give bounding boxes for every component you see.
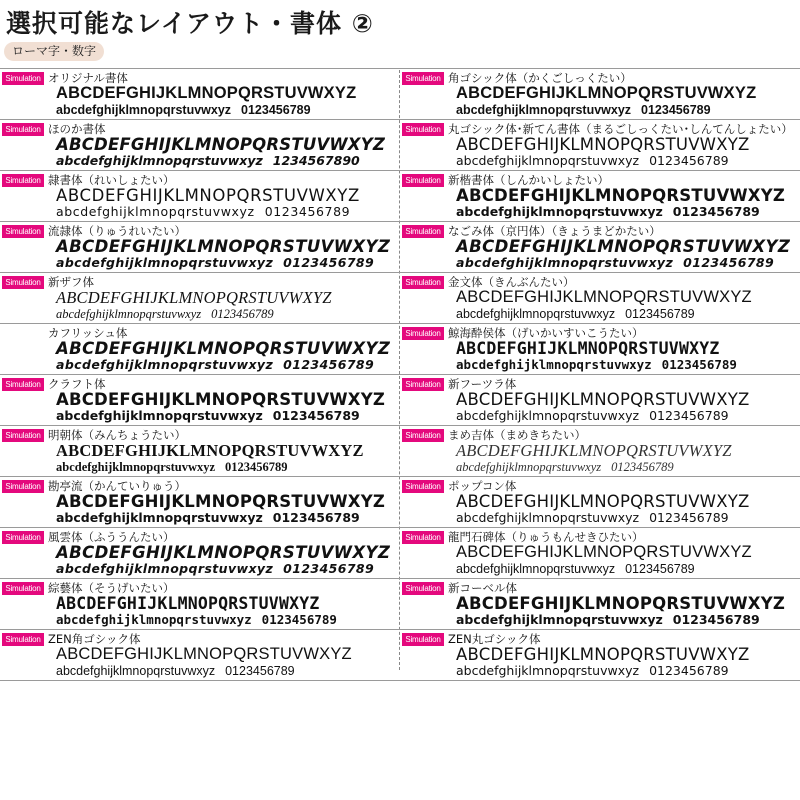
row-separator xyxy=(0,629,800,630)
font-name: ZEN角ゴシック体 xyxy=(48,632,141,646)
font-name: 隷書体（れいしょたい） xyxy=(48,173,175,187)
simulation-badge: Simulation xyxy=(402,72,444,85)
lowercase-sample xyxy=(56,612,337,628)
row-separator xyxy=(0,68,800,69)
simulation-badge: Simulation xyxy=(402,531,444,544)
lowercase-sample xyxy=(456,357,737,373)
lowercase-letters: abcdefghijklmnopqrstuvwxyz xyxy=(456,510,640,525)
font-name: 風雲体（ふううんたい） xyxy=(48,530,175,544)
lowercase-letters: abcdefghijklmnopqrstuvwxyz xyxy=(56,307,202,321)
font-sample-left-4 xyxy=(2,223,398,273)
simulation-badge: Simulation xyxy=(2,225,44,238)
row-separator xyxy=(0,476,800,477)
font-sample-left-1 xyxy=(2,70,398,120)
uppercase-sample: ABCDEFGHIJKLMNOPQRSTUVWXYZ xyxy=(56,441,364,460)
lowercase-letters: abcdefghijklmnopqrstuvwxyz xyxy=(56,408,263,423)
uppercase-sample: ABCDEFGHIJKLMNOPQRSTUVWXYZ xyxy=(56,84,357,102)
font-sample-right-7 xyxy=(402,376,798,426)
digits-sample: 0123456789 xyxy=(283,561,375,576)
uppercase-sample: ABCDEFGHIJKLMNOPQRSTUVWXYZ xyxy=(56,237,391,256)
digits-sample: 0123456789 xyxy=(272,510,360,525)
lowercase-sample xyxy=(56,153,360,169)
font-name: 龍門石碑体（りゅうもんせきひたい） xyxy=(448,530,644,544)
row-separator xyxy=(0,221,800,222)
font-sample-right-10 xyxy=(402,529,798,579)
lowercase-letters: abcdefghijklmnopqrstuvwxyz xyxy=(56,664,216,678)
uppercase-sample: ABCDEFGHIJKLMNOPQRSTUVWXYZ xyxy=(56,135,386,154)
lowercase-sample xyxy=(56,102,311,118)
row-separator xyxy=(0,374,800,375)
font-sample-left-3 xyxy=(2,172,398,222)
digits-sample: 0123456789 xyxy=(649,663,729,678)
font-sample-left-2 xyxy=(2,121,398,171)
lowercase-sample xyxy=(56,561,374,577)
font-sample-left-6 xyxy=(2,325,398,375)
simulation-badge: Simulation xyxy=(402,174,444,187)
digits-sample: 0123456789 xyxy=(283,357,375,372)
uppercase-sample: ABCDEFGHIJKLMNOPQRSTUVWXYZ xyxy=(56,543,391,562)
uppercase-sample: ABCDEFGHIJKLMNOPQRSTUVWXYZ xyxy=(56,390,386,409)
simulation-badge: Simulation xyxy=(2,378,44,391)
uppercase-sample: ABCDEFGHIJKLMNOPQRSTUVWXYZ xyxy=(456,492,750,511)
digits-sample: 0123456789 xyxy=(211,307,274,321)
lowercase-letters: abcdefghijklmnopqrstuvwxyz xyxy=(56,612,252,627)
digits-sample: 0123456789 xyxy=(283,255,375,270)
simulation-badge: Simulation xyxy=(402,378,444,391)
simulation-badge: Simulation xyxy=(2,123,44,136)
font-sample-right-6 xyxy=(402,325,798,375)
font-name: ほのか書体 xyxy=(48,122,106,136)
lowercase-letters: abcdefghijklmnopqrstuvwxyz xyxy=(456,460,602,474)
uppercase-sample: ABCDEFGHIJKLMNOPQRSTUVWXYZ xyxy=(456,288,752,306)
font-name: ZEN丸ゴシック体 xyxy=(448,632,541,646)
simulation-badge: Simulation xyxy=(2,531,44,544)
digits-sample: 0123456789 xyxy=(649,408,729,423)
lowercase-sample xyxy=(456,663,729,679)
font-name: 流隷体（りゅうれいたい） xyxy=(48,224,186,238)
lowercase-sample xyxy=(56,306,274,322)
simulation-badge: Simulation xyxy=(2,72,44,85)
lowercase-sample xyxy=(56,255,374,271)
font-sample-left-5 xyxy=(2,274,398,324)
row-separator xyxy=(0,425,800,426)
simulation-badge: Simulation xyxy=(2,633,44,646)
font-name: 明朝体（みんちょうたい） xyxy=(48,428,186,442)
lowercase-sample xyxy=(456,408,729,424)
page-title: 選択可能なレイアウト・書体 ② xyxy=(6,9,374,38)
column-divider xyxy=(399,70,400,670)
uppercase-sample: ABCDEFGHIJKLMNOPQRSTUVWXYZ xyxy=(456,84,757,102)
lowercase-sample xyxy=(56,357,374,373)
row-separator xyxy=(0,119,800,120)
lowercase-sample xyxy=(56,204,350,220)
uppercase-sample: ABCDEFGHIJKLMNOPQRSTUVWXYZ xyxy=(456,594,786,613)
font-sample-right-2 xyxy=(402,121,798,171)
lowercase-letters: abcdefghijklmnopqrstuvwxyz xyxy=(56,460,216,474)
uppercase-sample: ABCDEFGHIJKLMNOPQRSTUVWXYZ xyxy=(56,645,352,663)
simulation-badge: Simulation xyxy=(2,480,44,493)
font-name: クラフト体 xyxy=(48,377,106,391)
lowercase-letters: abcdefghijklmnopqrstuvwxyz xyxy=(456,663,640,678)
font-sample-right-3 xyxy=(402,172,798,222)
lowercase-letters: abcdefghijklmnopqrstuvwxyz xyxy=(456,255,674,270)
lowercase-sample xyxy=(456,459,674,475)
row-separator xyxy=(0,527,800,528)
row-separator xyxy=(0,170,800,171)
lowercase-sample xyxy=(456,306,695,322)
digits-sample: 0123456789 xyxy=(264,204,351,219)
simulation-badge: Simulation xyxy=(402,582,444,595)
digits-sample: 0123456789 xyxy=(225,664,295,678)
lowercase-letters: abcdefghijklmnopqrstuvwxyz xyxy=(456,357,652,372)
font-sample-right-11 xyxy=(402,580,798,630)
font-name: ポップコン体 xyxy=(448,479,517,493)
lowercase-letters: abcdefghijklmnopqrstuvwxyz xyxy=(456,307,616,321)
lowercase-sample xyxy=(456,510,729,526)
uppercase-sample: ABCDEFGHIJKLMNOPQRSTUVWXYZ xyxy=(456,543,752,561)
lowercase-letters: abcdefghijklmnopqrstuvwxyz xyxy=(456,612,663,627)
font-sample-left-11 xyxy=(2,580,398,630)
lowercase-sample xyxy=(56,663,295,679)
digits-sample: 0123456789 xyxy=(672,204,760,219)
lowercase-sample xyxy=(456,204,760,220)
digits-sample: 0123456789 xyxy=(272,408,360,423)
font-sample-left-10 xyxy=(2,529,398,579)
font-sample-right-1 xyxy=(402,70,798,120)
simulation-badge: Simulation xyxy=(402,225,444,238)
uppercase-sample: ABCDEFGHIJKLMNOPQRSTUVWXYZ xyxy=(456,339,720,358)
simulation-badge: Simulation xyxy=(402,123,444,136)
lowercase-letters: abcdefghijklmnopqrstuvwxyz xyxy=(456,103,632,117)
digits-sample: 0123456789 xyxy=(625,562,695,576)
digits-sample: 1234567890 xyxy=(272,153,360,168)
lowercase-sample xyxy=(56,510,360,526)
digits-sample: 0123456789 xyxy=(625,307,695,321)
lowercase-letters: abcdefghijklmnopqrstuvwxyz xyxy=(456,408,640,423)
lowercase-sample xyxy=(456,612,760,628)
font-name: 金文体（きんぶんたい） xyxy=(448,275,575,289)
uppercase-sample: ABCDEFGHIJKLMNOPQRSTUVWXYZ xyxy=(456,186,786,205)
lowercase-letters: abcdefghijklmnopqrstuvwxyz xyxy=(56,510,263,525)
uppercase-sample: ABCDEFGHIJKLMNOPQRSTUVWXYZ xyxy=(456,441,732,460)
simulation-badge: Simulation xyxy=(2,429,44,442)
lowercase-letters: abcdefghijklmnopqrstuvwxyz xyxy=(56,561,274,576)
lowercase-letters: abcdefghijklmnopqrstuvwxyz xyxy=(456,562,616,576)
simulation-badge: Simulation xyxy=(402,480,444,493)
uppercase-sample: ABCDEFGHIJKLMNOPQRSTUVWXYZ xyxy=(56,339,391,358)
font-sample-right-9 xyxy=(402,478,798,528)
simulation-badge: Simulation xyxy=(2,174,44,187)
lowercase-letters: abcdefghijklmnopqrstuvwxyz xyxy=(56,103,232,117)
lowercase-letters: abcdefghijklmnopqrstuvwxyz xyxy=(56,204,255,219)
font-sample-left-12 xyxy=(2,631,398,681)
row-separator xyxy=(0,680,800,681)
simulation-badge: Simulation xyxy=(402,327,444,340)
lowercase-letters: abcdefghijklmnopqrstuvwxyz xyxy=(56,357,274,372)
lowercase-sample xyxy=(56,459,288,475)
lowercase-letters: abcdefghijklmnopqrstuvwxyz xyxy=(56,153,263,168)
font-name: 新ザフ体 xyxy=(48,275,94,289)
font-sample-left-8 xyxy=(2,427,398,477)
font-name: 丸ゴシック体･新てん書体（まるごしっくたい･しんてんしょたい） xyxy=(448,122,793,136)
simulation-badge: Simulation xyxy=(402,429,444,442)
digits-sample: 0123456789 xyxy=(649,153,729,168)
lowercase-sample xyxy=(456,102,711,118)
simulation-badge: Simulation xyxy=(402,276,444,289)
lowercase-sample xyxy=(456,561,695,577)
font-sample-left-7 xyxy=(2,376,398,426)
digits-sample: 0123456789 xyxy=(225,460,288,474)
uppercase-sample: ABCDEFGHIJKLMNOPQRSTUVWXYZ xyxy=(456,645,750,664)
digits-sample: 0123456789 xyxy=(661,357,737,372)
uppercase-sample: ABCDEFGHIJKLMNOPQRSTUVWXYZ xyxy=(56,288,332,307)
font-name: 勘亭流（かんていりゅう） xyxy=(48,479,186,493)
digits-sample: 0123456789 xyxy=(683,255,775,270)
font-sample-right-12 xyxy=(402,631,798,681)
font-name: 鯨海酔侯体（げいかいすいこうたい） xyxy=(448,326,644,340)
digits-sample: 0123456789 xyxy=(649,510,729,525)
simulation-badge: Simulation xyxy=(2,276,44,289)
digits-sample: 0123456789 xyxy=(672,612,760,627)
uppercase-sample: ABCDEFGHIJKLMNOPQRSTUVWXYZ xyxy=(456,237,791,256)
font-name: オリジナル書体 xyxy=(48,71,128,85)
uppercase-sample: ABCDEFGHIJKLMNOPQRSTUVWXYZ xyxy=(56,492,386,511)
digits-sample: 0123456789 xyxy=(641,103,711,117)
lowercase-sample xyxy=(456,255,774,271)
font-name: 新楷書体（しんかいしょたい） xyxy=(448,173,609,187)
simulation-badge: Simulation xyxy=(402,633,444,646)
font-name: カフリッシュ体 xyxy=(48,326,128,340)
font-name: なごみ体（京円体）（きょうまどかたい） xyxy=(448,224,661,238)
font-sample-left-9 xyxy=(2,478,398,528)
digits-sample: 0123456789 xyxy=(241,103,311,117)
uppercase-sample: ABCDEFGHIJKLMNOPQRSTUVWXYZ xyxy=(56,186,360,205)
lowercase-letters: abcdefghijklmnopqrstuvwxyz xyxy=(56,255,274,270)
font-sample-right-4 xyxy=(402,223,798,273)
font-name: 角ゴシック体（かくごしっくたい） xyxy=(448,71,632,85)
font-name: まめ吉体（まめきちたい） xyxy=(448,428,586,442)
uppercase-sample: ABCDEFGHIJKLMNOPQRSTUVWXYZ xyxy=(56,594,320,613)
lowercase-sample xyxy=(56,408,360,424)
digits-sample: 0123456789 xyxy=(261,612,337,627)
uppercase-sample: ABCDEFGHIJKLMNOPQRSTUVWXYZ xyxy=(456,390,750,409)
lowercase-sample xyxy=(456,153,729,169)
uppercase-sample: ABCDEFGHIJKLMNOPQRSTUVWXYZ xyxy=(456,135,750,154)
row-separator xyxy=(0,323,800,324)
section-pill: ローマ字・数字 xyxy=(4,42,104,61)
row-separator xyxy=(0,272,800,273)
digits-sample: 0123456789 xyxy=(611,460,674,474)
font-name: 新フーツラ体 xyxy=(448,377,517,391)
font-sample-right-8 xyxy=(402,427,798,477)
font-name: 綜藝体（そうげいたい） xyxy=(48,581,175,595)
simulation-badge: Simulation xyxy=(2,582,44,595)
font-name: 新コーベル体 xyxy=(448,581,517,595)
row-separator xyxy=(0,578,800,579)
lowercase-letters: abcdefghijklmnopqrstuvwxyz xyxy=(456,153,640,168)
lowercase-letters: abcdefghijklmnopqrstuvwxyz xyxy=(456,204,663,219)
font-sample-right-5 xyxy=(402,274,798,324)
